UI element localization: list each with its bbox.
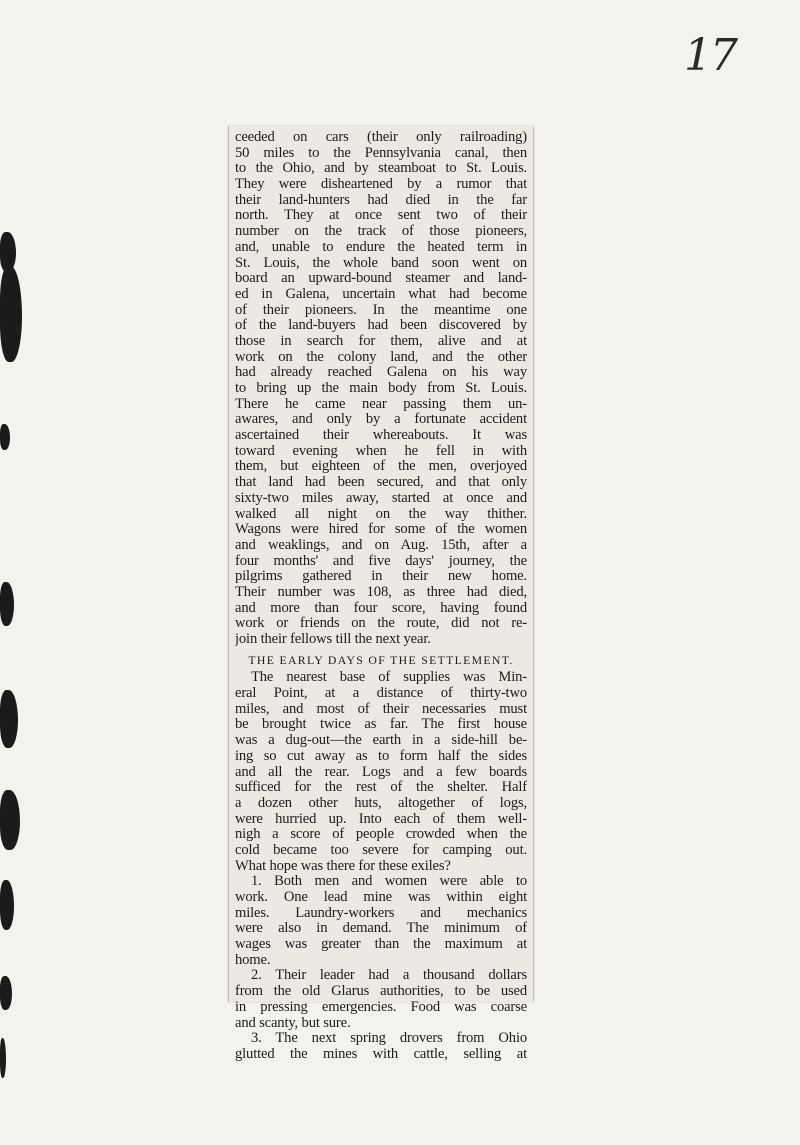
text-line: work. One lead mine was within eight bbox=[235, 890, 527, 905]
text-line: There he came near passing them un- bbox=[235, 396, 527, 412]
text-line: and, unable to endure the heated term in bbox=[235, 239, 527, 255]
text-line: a dozen other huts, altogether of logs, bbox=[235, 795, 527, 811]
text-line: and more than four score, having found bbox=[235, 600, 527, 616]
text-line: toward evening when he fell in with bbox=[235, 443, 527, 459]
scanned-left-edge bbox=[0, 0, 26, 1145]
text-line: of the land-buyers had been discovered by bbox=[235, 318, 527, 334]
text-line: to the Ohio, and by steamboat to St. Louis. bbox=[235, 161, 527, 177]
text-line: work on the colony land, and the other bbox=[235, 349, 527, 365]
text-line: were also in demand. The minimum of bbox=[235, 921, 527, 937]
article-paragraph bbox=[235, 1031, 527, 1062]
text-line: were hurried up. Into each of them well- bbox=[235, 811, 527, 827]
text-line: ing so cut away as to form half the sides bbox=[235, 748, 527, 764]
text-line: join their fellows till the next year. bbox=[235, 632, 431, 647]
text-line: north. They at once sent two of their bbox=[235, 208, 527, 224]
article-paragraph bbox=[235, 670, 527, 874]
text-line: What hope was there for these exiles? bbox=[235, 858, 451, 874]
text-line: wages was greater than the maximum at bbox=[235, 937, 527, 953]
binding-mark bbox=[0, 880, 14, 930]
page-number: 17 bbox=[684, 30, 736, 81]
text-line: and all the rear. Logs and a few boards bbox=[235, 764, 527, 780]
text-line: and scanty, but sure. bbox=[235, 1015, 351, 1031]
binding-mark bbox=[0, 582, 14, 626]
text-line: cold became too severe for camping out. bbox=[235, 842, 527, 858]
text-line: and weaklings, and on Aug. 15th, after a bbox=[235, 537, 527, 553]
text-line: those in search for them, alive and at bbox=[235, 333, 527, 349]
binding-mark bbox=[0, 1038, 6, 1078]
text-line: them, but eighteen of the men, overjoyed bbox=[235, 459, 527, 475]
text-line: their land-hunters had died in the far bbox=[235, 192, 527, 208]
text-line: Wagons were hired for some of the women bbox=[235, 522, 527, 538]
text-line: ascertained their whereabouts. It was bbox=[235, 428, 527, 444]
text-line: to bring up the main body from St. Louis. bbox=[235, 381, 527, 396]
text-line: eral Point, at a distance of thirty-two bbox=[235, 686, 527, 702]
text-line: work or friends on the route, did not re- bbox=[235, 616, 527, 632]
article-paragraph bbox=[235, 874, 527, 968]
newspaper-clipping bbox=[228, 126, 534, 1062]
binding-mark bbox=[0, 976, 12, 1010]
text-line: nigh a score of people crowded when the bbox=[235, 827, 527, 843]
text-line: pilgrims gathered in their new home. bbox=[235, 569, 527, 585]
text-line: number on the track of those pioneers, bbox=[235, 224, 527, 240]
text-line: The nearest base of supplies was Min- bbox=[251, 670, 527, 686]
article-paragraph bbox=[235, 968, 527, 1031]
text-line: miles, and most of their necessaries must bbox=[235, 701, 527, 717]
text-line: St. Louis, the whole band soon went on bbox=[235, 255, 527, 271]
binding-mark bbox=[0, 266, 22, 362]
text-line: that land had been secured, and that only bbox=[235, 475, 527, 491]
text-line: from the old Glarus authorities, to be used bbox=[235, 984, 527, 1000]
text-line: walked all night on the way thither. bbox=[235, 506, 527, 522]
text-line: sufficed for the rest of the shelter. Half bbox=[235, 780, 527, 796]
text-line: 1. Both men and women were able to bbox=[251, 874, 527, 890]
text-line: 50 miles to the Pennsylvania canal, then bbox=[235, 145, 527, 161]
text-line: was a dug-out—the earth in a side-hill be- bbox=[235, 733, 527, 749]
text-line: board an upward-bound steamer and land- bbox=[235, 271, 527, 287]
text-line: Their number was 108, as three had died, bbox=[235, 584, 527, 600]
text-line: awares, and only by a fortunate accident bbox=[235, 412, 527, 428]
article-paragraph bbox=[235, 130, 527, 648]
binding-mark bbox=[0, 690, 18, 748]
section-heading: THE EARLY DAYS OF THE SETTLEMENT. bbox=[248, 652, 514, 667]
text-line: ed in Galena, uncertain what had become bbox=[235, 286, 527, 302]
text-line: had already reached Galena on his way bbox=[235, 365, 527, 381]
text-line: They were disheartened by a rumor that bbox=[235, 177, 527, 193]
text-line: of their pioneers. In the meantime one bbox=[235, 302, 527, 318]
text-line: be brought twice as far. The first house bbox=[235, 717, 527, 733]
text-line: 3. The next spring drovers from Ohio bbox=[251, 1031, 527, 1047]
text-line: miles. Laundry-workers and mechanics bbox=[235, 905, 527, 921]
text-line: sixty-two miles away, started at once and bbox=[235, 490, 527, 506]
text-line: four months' and five days' journey, the bbox=[235, 553, 527, 569]
binding-mark bbox=[0, 790, 20, 850]
text-line: in pressing emergencies. Food was coarse bbox=[235, 999, 527, 1015]
text-line: 2. Their leader had a thousand dollars bbox=[251, 968, 527, 984]
text-line: ceeded on cars (their only railroading) bbox=[235, 130, 527, 145]
text-line: glutted the mines with cattle, selling at bbox=[235, 1046, 527, 1062]
binding-mark bbox=[0, 424, 10, 450]
text-line: home. bbox=[235, 952, 271, 968]
